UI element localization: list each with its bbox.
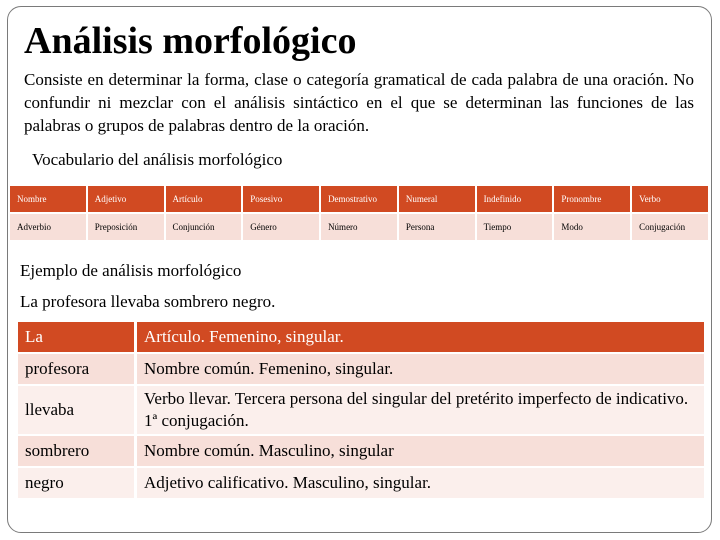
analysis-description: Artículo. Femenino, singular.	[137, 322, 704, 354]
analysis-row	[18, 354, 704, 386]
analysis-row	[18, 468, 704, 500]
analysis-description: Nombre común. Femenino, singular.	[137, 354, 704, 386]
vocabulary-heading: Vocabulario del análisis morfológico	[32, 150, 283, 169]
analysis-description: Nombre común. Masculino, singular	[137, 436, 704, 468]
vocabulary-row	[10, 214, 710, 240]
vocabulary-cell: Adjetivo	[88, 186, 166, 214]
vocabulary-cell: Demostrativo	[321, 186, 399, 214]
example-heading: Ejemplo de análisis morfológico	[20, 261, 242, 280]
analysis-description: Verbo llevar. Tercera persona del singular del pretérito imperfecto de indicativo. 1ª conjugación.	[137, 386, 704, 436]
vocabulary-cell: Persona	[399, 214, 477, 240]
analysis-word: La	[18, 322, 137, 354]
analysis-row	[18, 436, 704, 468]
vocabulary-row	[10, 186, 710, 214]
vocabulary-cell: Numeral	[399, 186, 477, 214]
analysis-word: profesora	[18, 354, 137, 386]
vocabulary-table	[10, 186, 710, 240]
vocabulary-cell: Nombre	[10, 186, 88, 214]
vocabulary-cell: Género	[243, 214, 321, 240]
vocabulary-cell: Verbo	[632, 186, 710, 214]
example-sentence: La profesora llevaba sombrero negro.	[20, 292, 276, 311]
analysis-table	[18, 322, 704, 500]
analysis-description: Adjetivo calificativo. Masculino, singular.	[137, 468, 704, 500]
slide-title: Análisis morfológico	[24, 20, 357, 62]
analysis-word: negro	[18, 468, 137, 500]
vocabulary-cell: Conjugación	[632, 214, 710, 240]
intro-paragraph: Consiste en determinar la forma, clase o categoría gramatical de cada palabra de una oración. No confundir ni mezclar con el análisis sintáctico en el que se determinan las funciones de las palabras o grupos de palabras dentro de la oración.	[24, 70, 694, 135]
vocabulary-cell: Tiempo	[477, 214, 555, 240]
vocabulary-cell: Artículo	[166, 186, 244, 214]
vocabulary-cell: Modo	[554, 214, 632, 240]
analysis-word: llevaba	[18, 386, 137, 436]
vocabulary-cell: Posesivo	[243, 186, 321, 214]
analysis-row	[18, 322, 704, 354]
vocabulary-cell: Pronombre	[554, 186, 632, 214]
vocabulary-cell: Adverbio	[10, 214, 88, 240]
vocabulary-cell: Conjunción	[166, 214, 244, 240]
analysis-word: sombrero	[18, 436, 137, 468]
analysis-row	[18, 386, 704, 436]
vocabulary-cell: Número	[321, 214, 399, 240]
vocabulary-cell: Indefinido	[477, 186, 555, 214]
vocabulary-cell: Preposición	[88, 214, 166, 240]
